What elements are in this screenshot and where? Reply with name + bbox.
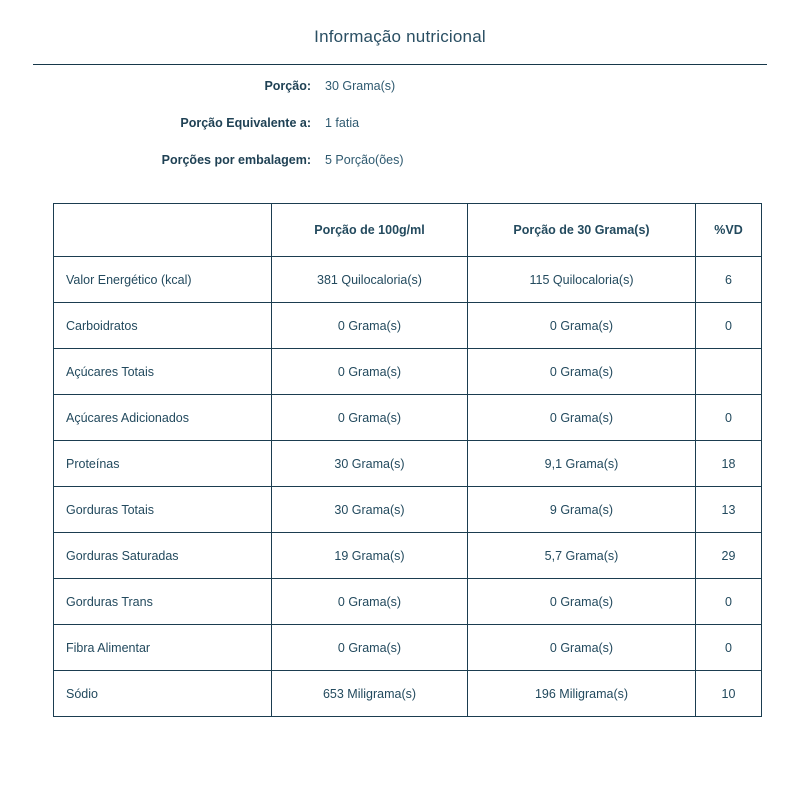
value-per-100: 0 Grama(s)	[272, 349, 468, 395]
value-vd: 13	[696, 487, 762, 533]
value-per-100: 30 Grama(s)	[272, 441, 468, 487]
value-per-portion: 196 Miligrama(s)	[468, 671, 696, 717]
table-row	[54, 625, 762, 671]
serving-info-row	[0, 79, 800, 116]
value-per-portion: 5,7 Grama(s)	[468, 533, 696, 579]
table-row	[54, 257, 762, 303]
value-per-100: 0 Grama(s)	[272, 625, 468, 671]
value-per-portion: 115 Quilocaloria(s)	[468, 257, 696, 303]
table-row	[54, 303, 762, 349]
nutrient-name: Carboidratos	[54, 303, 272, 349]
nutrient-name: Açúcares Adicionados	[54, 395, 272, 441]
title-divider	[33, 64, 767, 65]
value-per-100: 653 Miligrama(s)	[272, 671, 468, 717]
column-header-nutrient	[54, 204, 272, 257]
nutrient-name: Gorduras Trans	[54, 579, 272, 625]
value-per-100: 30 Grama(s)	[272, 487, 468, 533]
value-per-100: 0 Grama(s)	[272, 579, 468, 625]
value-vd: 0	[696, 303, 762, 349]
nutrient-name: Fibra Alimentar	[54, 625, 272, 671]
value-per-100: 381 Quilocaloria(s)	[272, 257, 468, 303]
value-vd: 0	[696, 625, 762, 671]
table-header-row	[54, 204, 762, 257]
value-vd: 18	[696, 441, 762, 487]
serving-size-label: Porção:	[264, 79, 311, 93]
nutrition-table	[53, 203, 762, 717]
value-per-portion: 9,1 Grama(s)	[468, 441, 696, 487]
nutrient-name: Proteínas	[54, 441, 272, 487]
table-row	[54, 487, 762, 533]
value-per-portion: 9 Grama(s)	[468, 487, 696, 533]
serving-info-row	[0, 153, 800, 190]
serving-equivalent-value: 1 fatia	[325, 116, 360, 130]
value-vd: 10	[696, 671, 762, 717]
value-per-portion: 0 Grama(s)	[468, 349, 696, 395]
serving-equivalent-label: Porção Equivalente a:	[180, 116, 311, 130]
nutrient-name: Gorduras Totais	[54, 487, 272, 533]
table-row	[54, 441, 762, 487]
table-row	[54, 395, 762, 441]
value-per-portion: 0 Grama(s)	[468, 395, 696, 441]
table-row	[54, 349, 762, 395]
nutrient-name: Açúcares Totais	[54, 349, 272, 395]
value-vd: 6	[696, 257, 762, 303]
serving-info-row	[0, 116, 800, 153]
value-per-portion: 0 Grama(s)	[468, 625, 696, 671]
value-per-100: 0 Grama(s)	[272, 303, 468, 349]
value-per-portion: 0 Grama(s)	[468, 579, 696, 625]
serving-size-value: 30 Grama(s)	[325, 79, 396, 93]
nutrient-name: Gorduras Saturadas	[54, 533, 272, 579]
table-row	[54, 533, 762, 579]
serving-info-list	[0, 79, 800, 190]
servings-per-package-value: 5 Porção(ões)	[325, 153, 404, 167]
servings-per-package-label: Porções por embalagem:	[161, 153, 311, 167]
nutrient-name: Sódio	[54, 671, 272, 717]
page-title: Informação nutricional	[314, 27, 486, 46]
column-header-per-100: Porção de 100g/ml	[272, 204, 468, 257]
value-vd: 0	[696, 395, 762, 441]
column-header-per-portion: Porção de 30 Grama(s)	[468, 204, 696, 257]
table-row	[54, 579, 762, 625]
column-header-vd: %VD	[696, 204, 762, 257]
value-per-100: 0 Grama(s)	[272, 395, 468, 441]
value-per-100: 19 Grama(s)	[272, 533, 468, 579]
value-per-portion: 0 Grama(s)	[468, 303, 696, 349]
value-vd: 0	[696, 579, 762, 625]
value-vd: 29	[696, 533, 762, 579]
nutrient-name: Valor Energético (kcal)	[54, 257, 272, 303]
table-row	[54, 671, 762, 717]
value-vd	[696, 349, 762, 395]
